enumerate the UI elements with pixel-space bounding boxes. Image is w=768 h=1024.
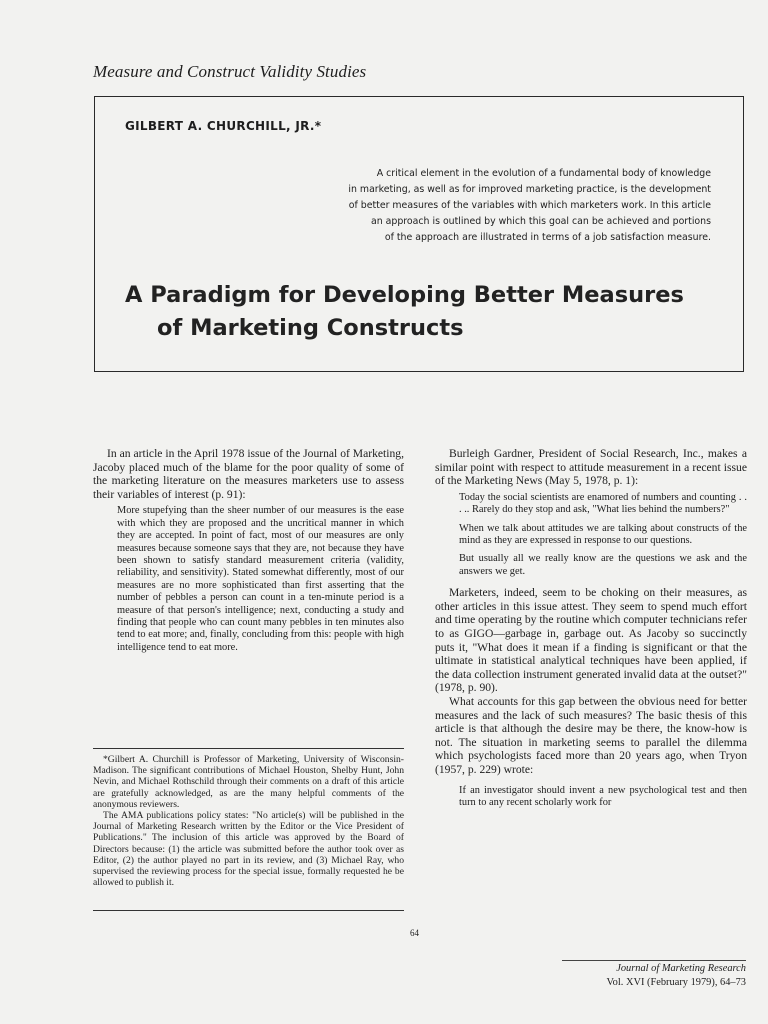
intro-paragraph: In an article in the April 1978 issue of the Journal of Marketing, Jacoby placed much of the blame for the poor quality of some of the marketing literature on the measures marketers use to assess their variables of interest (p. 91): xyxy=(93,447,404,501)
footnote xyxy=(93,748,404,888)
gardner-quote-2: When we talk about attitudes we are talking about constructs of the mind as they are expressed in response to our questions. xyxy=(459,522,747,546)
abstract-line: A critical element in the evolution of a fundamental body of knowledge xyxy=(376,168,711,179)
tryon-quote: If an investigator should invent a new psychological test and then turn to any recent scholarly work for xyxy=(459,784,747,808)
abstract-line: of the approach are illustrated in terms of a job satisfaction measure. xyxy=(384,232,711,243)
title-line: A Paradigm for Developing Better Measures xyxy=(125,282,684,308)
footnote-author: *Gilbert A. Churchill is Professor of Marketing, University of Wisconsin-Madison. The significant contributions of Michael Houston, Shelby Hunt, John Nevin, and Michael Rothschild through their comments on a draft of this article are gratefully acknowledged, as are the many helpful comments of the anonymous reviewers. xyxy=(93,754,404,810)
title-line: of Marketing Constructs xyxy=(157,315,464,341)
abstract-line: an approach is outlined by which this goal can be achieved and portions xyxy=(370,216,711,227)
article-title xyxy=(125,279,684,345)
left-column xyxy=(93,447,404,654)
title-box xyxy=(94,96,744,372)
abstract-line: in marketing, as well as for improved marketing practice, is the development xyxy=(348,184,711,195)
journal-name: Journal of Marketing Research xyxy=(616,963,746,974)
right-column xyxy=(435,447,747,809)
jacoby-quote: More stupefying than the sheer number of our measures is the ease with which they are proposed and the uncritical manner in which they are accepted. In point of fact, most of our measures are only measures because someone says that they are, not because they have been shown to satisfy standard measurement criteria (validity, reliability, and sensitivity). Stated somewhat differently, most of our measures are no more sophisticated than first asserting that the number of pebbles a person can count in a ten-minute period is a measure of that person's intelligence; next, conducting a study and finding that people who can count many pebbles in ten minutes also tend to eat more; and, finally, concluding from this: people with high intelligence tend to eat more. xyxy=(117,505,404,653)
abstract-line: of better measures of the variables with which marketers work. In this article xyxy=(348,200,711,211)
gardner-quote-3: But usually all we really know are the questions we ask and the answers we get. xyxy=(459,553,747,577)
page-number: 64 xyxy=(410,928,419,938)
running-head: Measure and Construct Validity Studies xyxy=(93,62,367,81)
abstract xyxy=(291,166,711,246)
journal-rule xyxy=(562,960,746,961)
gardner-paragraph: Burleigh Gardner, President of Social Research, Inc., makes a similar point with respect to attitude measurement in a recent issue of the Marketing News (May 5, 1978, p. 1): xyxy=(435,447,747,488)
footnote-rule xyxy=(93,910,404,911)
gardner-quote-1: Today the social scientists are enamored of numbers and counting . . . .. Rarely do they stop and ask, "What lies behind the numbers?" xyxy=(459,491,747,516)
marketers-paragraph: Marketers, indeed, seem to be choking on their measures, as other articles in this issue attest. They seem to spend much effort and time operating by the routine which computer technicians refer to as GIGO—garbage in, garbage out. As Jacoby so succinctly puts it, "What does it mean if a finding is significant or that the ultimate in statistical analytical techniques have been applied, if the data collection instrument generated invalid data at the outset?" (1978, p. 90). xyxy=(435,586,747,695)
author-name: GILBERT A. CHURCHILL, JR.* xyxy=(125,119,322,133)
gap-paragraph: What accounts for this gap between the obvious need for better measures and the lack of such measures? The basic thesis of this article is that although the desire may be there, the know-how is not. The situation in marketing seems to parallel the dilemma which psychologists faced more than 20 years ago, when Tryon (1957, p. 229) wrote: xyxy=(435,694,747,776)
journal-volume: Vol. XVI (February 1979), 64–73 xyxy=(606,977,746,988)
footnote-policy: The AMA publications policy states: "No article(s) will be published in the Journal of Marketing Research written by the Editor or the Vice President of Publications." The inclusion of this article was approved by the Board of Directors because: (1) the article was submitted before the author took over as Editor, (2) the author played no part in its review, and (3) Michael Ray, who supervised the reviewing process for the special issue, formally requested he be allowed to publish it. xyxy=(93,810,404,889)
